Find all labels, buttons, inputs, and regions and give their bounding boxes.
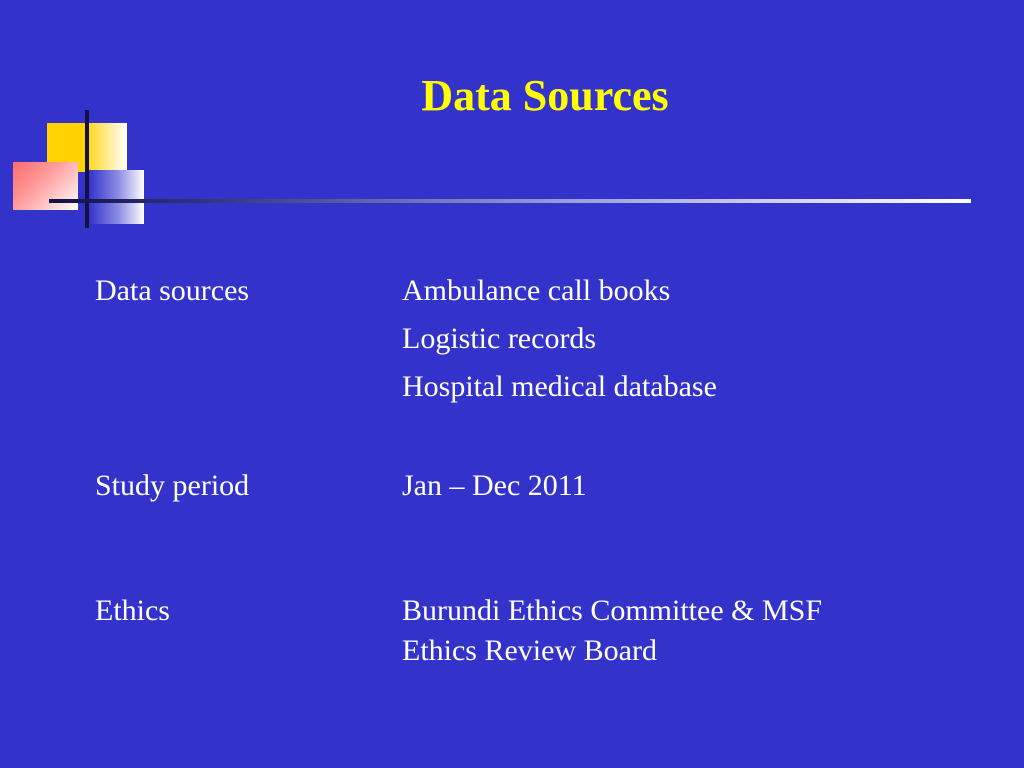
data-sources-values — [402, 271, 717, 415]
slide-title: Data Sources — [421, 71, 669, 120]
ethics-values — [402, 591, 822, 671]
ethics-value-line: Ethics Review Board — [402, 634, 657, 667]
data-source-item: Logistic records — [402, 322, 597, 355]
study-period-values — [402, 466, 587, 506]
study-period-value: Jan – Dec 2011 — [402, 469, 587, 502]
decorative-blue-square — [89, 170, 144, 224]
ethics-value-line: Burundi Ethics Committee & MSF — [402, 594, 823, 627]
data-source-item: Hospital medical database — [402, 370, 717, 403]
title-underline — [49, 199, 971, 203]
data-sources-label: Data sources — [95, 274, 250, 307]
decorative-vertical-line — [85, 110, 89, 228]
data-source-item: Ambulance call books — [402, 274, 671, 307]
study-period-label: Study period — [95, 469, 250, 502]
ethics-label: Ethics — [95, 594, 170, 627]
